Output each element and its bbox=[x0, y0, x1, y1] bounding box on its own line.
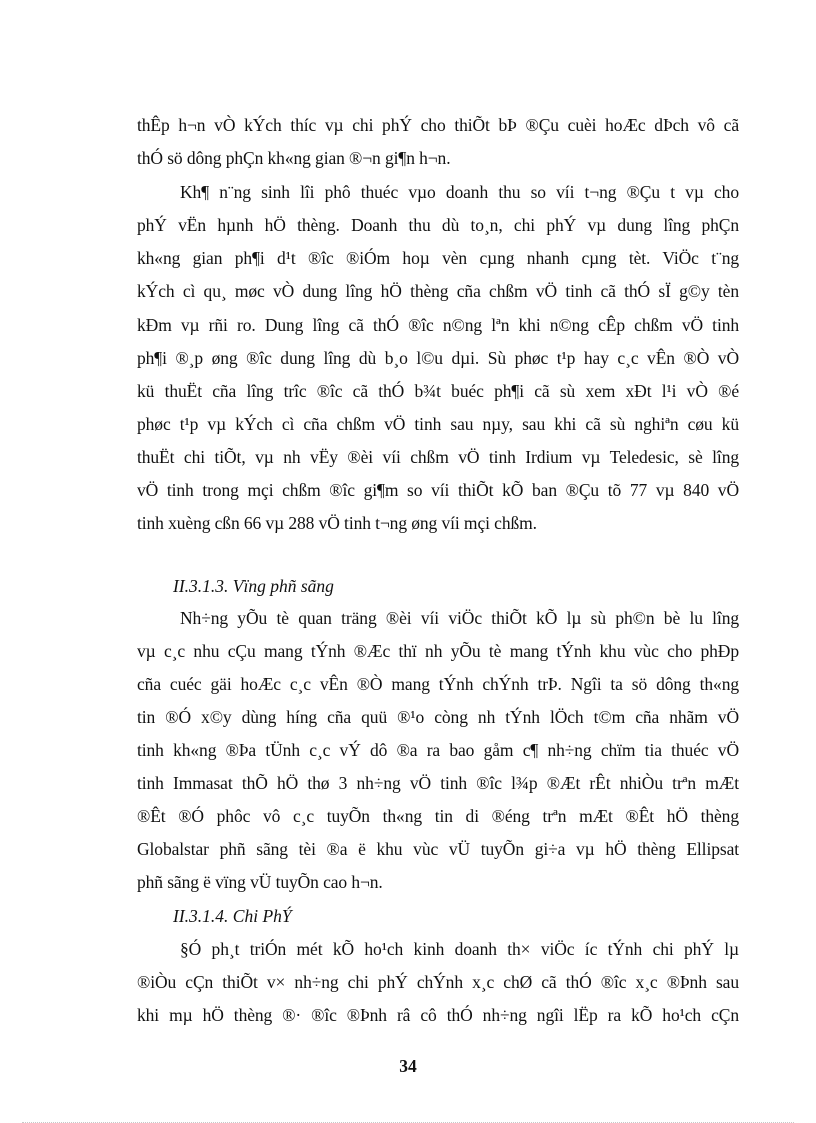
text-line: khi mµ hÖ thèng ®· ®îc ®Þnh râ cô thÓ nh÷ng ngîi lËp ra kÕ ho¹ch cÇn bbox=[137, 1005, 739, 1025]
text-line: tinh kh«ng ®Þa tÜnh c¸c vÝ dô ®a ra bao gåm c¶ nh÷ng chïm tia thuéc vÖ bbox=[137, 740, 739, 760]
text-line: thÊp h¬n vÒ kÝch thíc vµ chi phÝ cho thiÕt bÞ ®Çu cuèi hoÆc dÞch vô cã bbox=[137, 115, 739, 135]
text-line: thÓ sö dông phÇn kh«ng gian ®¬n gi¶n h¬n. bbox=[137, 148, 451, 168]
text-line: cña cuéc gäi hoÆc c¸c vÊn ®Ò mang tÝnh chÝnh trÞ. Ngîi ta sö dông th«ng bbox=[137, 674, 739, 694]
text-line: ®Êt ®Ó phôc vô c¸c tuyÕn th«ng tin di ®éng trªn mÆt ®Êt hÖ thèng bbox=[137, 806, 739, 826]
section-heading-coverage: II.3.1.3. Vïng phñ sãng bbox=[173, 576, 334, 596]
text-line: phøc t¹p vµ kÝch cì cña chßm vÖ tinh sau nµy, sau khi cã sù nghiªn cøu kü bbox=[137, 414, 739, 434]
section-heading-cost: II.3.1.4. Chi PhÝ bbox=[173, 906, 292, 926]
text-line: tinh xuèng cßn 66 vµ 288 vÖ tinh t¬ng øng víi mçi chßm. bbox=[137, 513, 537, 533]
text-line: Globalstar phñ sãng tèi ®a ë khu vùc vÜ tuyÕn gi÷a vµ hÖ thèng Ellipsat bbox=[137, 839, 739, 859]
text-line: tinh Immasat thÕ hÖ thø 3 nh÷ng vÖ tinh ®îc l¾p ®Æt rÊt nhiÒu trªn mÆt bbox=[137, 773, 739, 793]
text-line: ph¶i ®¸p øng ®îc dung lîng dù b¸o l©u dµi. Sù phøc t¹p hay c¸c vÊn ®Ò vÒ bbox=[137, 348, 739, 368]
text-line: §Ó ph¸t triÓn mét kÕ ho¹ch kinh doanh th× viÖc íc tÝnh chi phÝ lµ bbox=[180, 939, 739, 959]
text-line: vµ c¸c nhu cÇu mang tÝnh ®Æc thï nh yÕu tè mang tÝnh khu vùc cho phÐp bbox=[137, 641, 739, 661]
text-line: kÝch cì qu¸ møc vÒ dung lîng hÖ thèng cña chßm vÖ tinh cã thÓ sÏ g©y tèn bbox=[137, 281, 739, 301]
text-line: tin ®Ó x©y dùng híng cña quü ®¹o còng nh tÝnh lÖch t©m cña nhãm vÖ bbox=[137, 707, 739, 727]
text-line: kh«ng gian ph¶i d¹t ®îc ®iÓm hoµ vèn cµng nhanh cµng tèt. ViÖc t¨ng bbox=[137, 248, 739, 268]
page-number: 34 bbox=[399, 1056, 417, 1076]
text-line: kÐm vµ rñi ro. Dung lîng cã thÓ ®îc n©ng lªn khi n©ng cÊp chßm vÖ tinh bbox=[137, 315, 739, 335]
text-line: ®iÒu cÇn thiÕt v× nh÷ng chi phÝ chÝnh x¸c chØ cã thÓ ®îc x¸c ®Þnh sau bbox=[137, 972, 739, 992]
text-line: Nh÷ng yÕu tè quan träng ®èi víi viÖc thiÕt kÕ lµ sù ph©n bè lu lîng bbox=[180, 608, 739, 628]
text-line: phñ sãng ë vïng vÜ tuyÕn cao h¬n. bbox=[137, 872, 383, 892]
text-line: Kh¶ n¨ng sinh lîi phô thuéc vµo doanh thu so víi t¬ng ®Çu t vµ cho bbox=[180, 182, 739, 202]
text-line: phÝ vËn hµnh hÖ thèng. Doanh thu dù to¸n, chi phÝ vµ dung lîng phÇn bbox=[137, 215, 739, 235]
text-line: vÖ tinh trong mçi chßm ®îc gi¶m so víi thiÕt kÕ ban ®Çu tõ 77 vµ 840 vÖ bbox=[137, 480, 739, 500]
text-line: thuËt chi tiÕt, vµ nh vËy ®èi víi chßm vÖ tinh Irdium vµ Teledesic, sè lîng bbox=[137, 447, 739, 467]
text-line: kü thuËt cña lîng trîc ®îc cã thÓ b¾t buéc ph¶i cã sù xem xÐt l¹i vÒ ®é bbox=[137, 381, 739, 401]
